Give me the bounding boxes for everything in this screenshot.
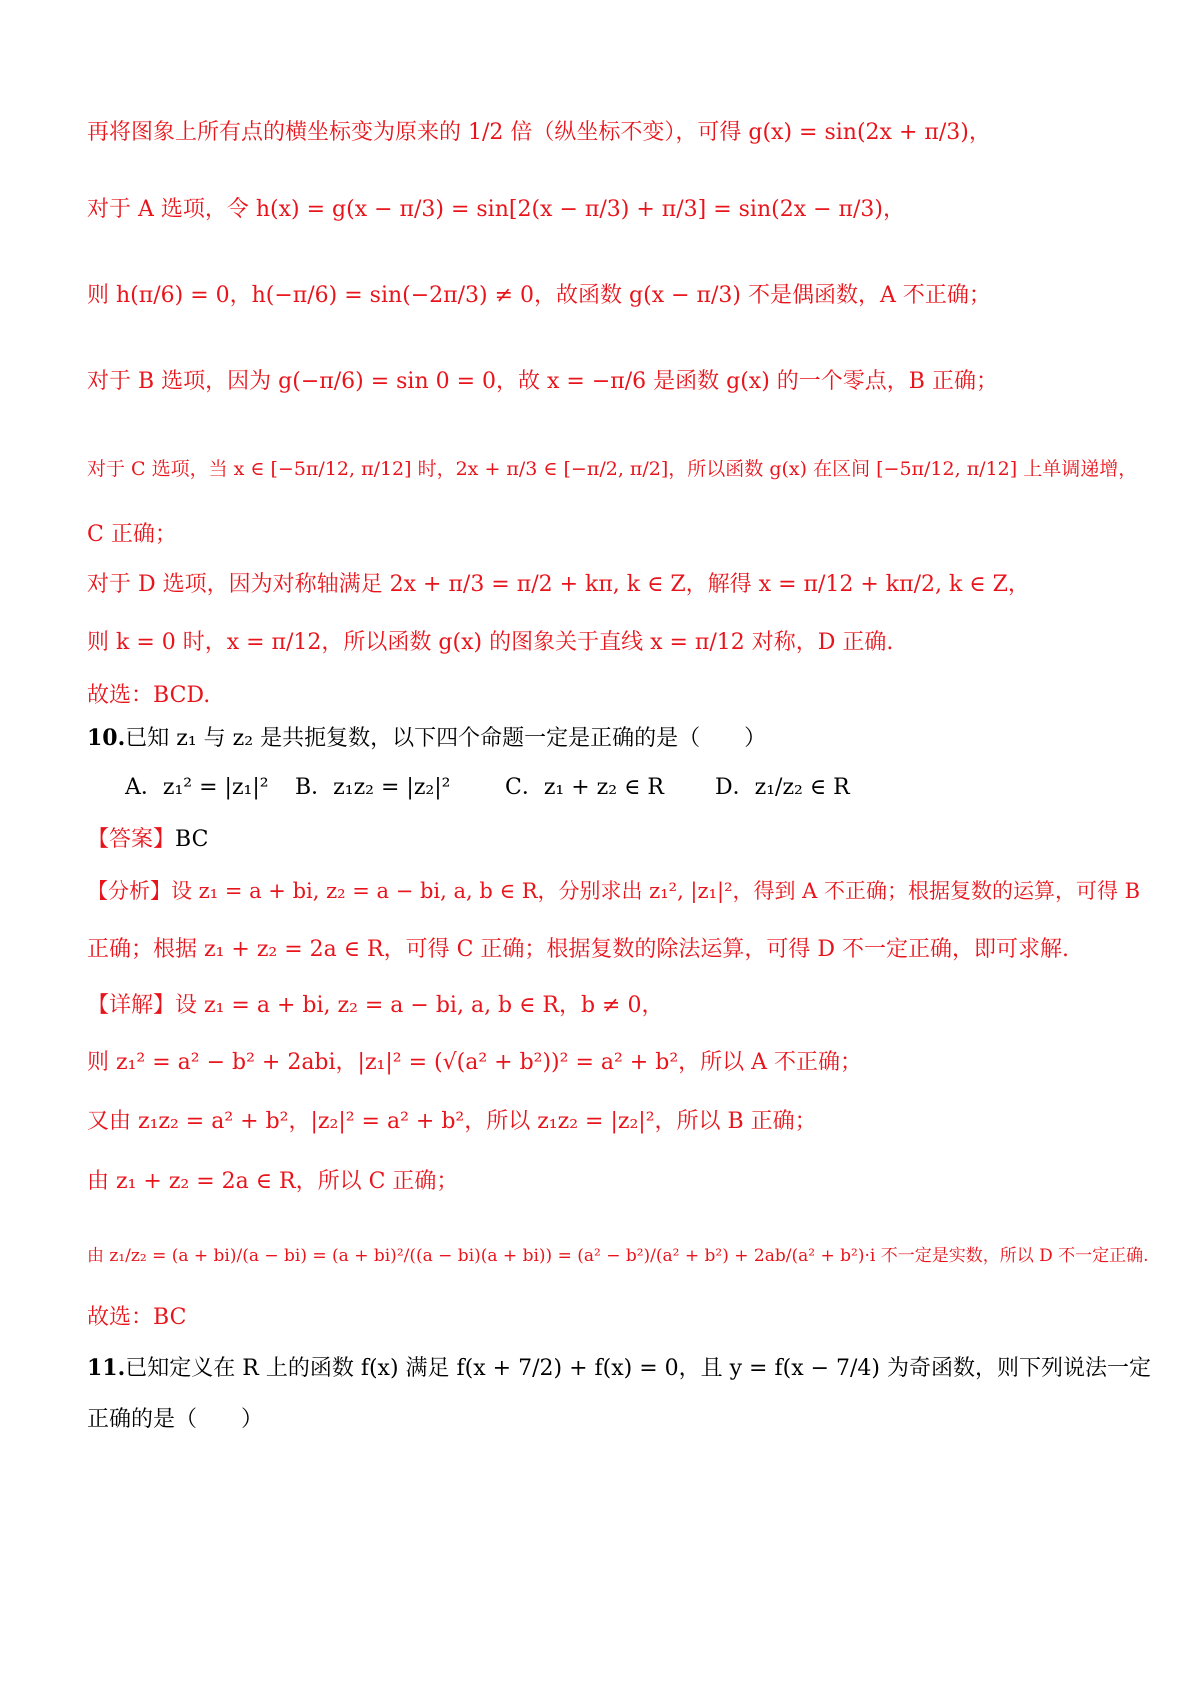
question-stem-text: 已知 z₁ 与 z₂ 是共扼复数，以下四个命题一定是正确的是（ ） [125,726,767,751]
option-c: C．z₁ + z₂ ∈ R [505,775,664,800]
answer-value: BC [175,827,209,852]
analysis-line [87,876,1140,906]
text-line: 则 k = 0 时，x = π/12，所以函数 g(x) 的图象关于直线 x = π/12 对称，D 正确. [87,630,894,655]
text-line: 故选：BCD. [87,683,211,708]
text-line: C 正确； [87,522,177,547]
analysis-text: 设 z₁ = a + bi, z₂ = a − bi, a, b ∈ R，分别求出 z₁², |z₁|²，得到 A 不正确；根据复数的运算，可得 B [171,879,1141,903]
text-line: 对于 C 选项，当 x ∈ [−5π/12, π/12] 时，2x + π/3 ∈ [−π/2, π/2]，所以函数 g(x) 在区间 [−5π/12, π/12] 上单调递增， [87,458,1138,480]
option-d: D．z₁/z₂ ∈ R [715,775,850,800]
conclusion-line: 故选：BC [87,1305,187,1330]
detail-line: 由 z₁/z₂ = (a + bi)/(a − bi) = (a + bi)²/((a − bi)(a + bi)) = (a² − b²)/(a² + b²) + 2ab/(a² + b²)·i 不一定是实数，所以 D 不一定正确. [87,1246,1149,1266]
question-number: 10. [87,725,126,751]
option-a: A．z₁² = |z₁|² [125,775,269,800]
detail-line [87,991,663,1021]
detail-label: 【详解】 [87,993,176,1018]
question-stem-text: 已知定义在 R 上的函数 f(x) 满足 f(x + 7/2) + f(x) = 0，且 y = f(x − 7/4) 为奇函数，则下列说法一定 [125,1356,1152,1381]
detail-text: 设 z₁ = a + bi, z₂ = a − bi, a, b ∈ R，b ≠ 0， [175,993,664,1018]
detail-line: 由 z₁ + z₂ = 2a ∈ R，所以 C 正确； [87,1169,459,1194]
analysis-label: 【分析】 [87,879,171,903]
text-line: 对于 A 选项，令 h(x) = g(x − π/3) = sin[2(x − π/3) + π/3] = sin(2x − π/3)， [87,197,905,222]
text-line: 再将图象上所有点的横坐标变为原来的 1/2 倍（纵坐标不变），可得 g(x) = sin(2x + π/3)， [87,120,991,145]
answer-line [87,825,208,855]
text-line: 则 h(π/6) = 0，h(−π/6) = sin(−2π/3) ≠ 0，故函数 g(x − π/3) 不是偶函数，A 不正确； [87,283,991,308]
detail-line: 则 z₁² = a² − b² + 2abi，|z₁|² = (√(a² + b²))² = a² + b²，所以 A 不正确； [87,1050,863,1075]
option-b: B．z₁z₂ = |z₂|² [295,775,451,800]
question-stem-continued: 正确的是（ ） [87,1407,264,1432]
analysis-line: 正确；根据 z₁ + z₂ = 2a ∈ R，可得 C 正确；根据复数的除法运算，可得 D 不一定正确，即可求解. [87,937,1070,962]
text-line: 对于 D 选项，因为对称轴满足 2x + π/3 = π/2 + kπ, k ∈ Z，解得 x = π/12 + kπ/2, k ∈ Z， [87,572,1030,597]
answer-label: 【答案】 [87,827,176,852]
question-number: 11. [87,1355,126,1381]
detail-line: 又由 z₁z₂ = a² + b²，|z₂|² = a² + b²，所以 z₁z₂ = |z₂|²，所以 B 正确； [87,1109,817,1134]
text-line: 对于 B 选项，因为 g(−π/6) = sin 0 = 0，故 x = −π/6 是函数 g(x) 的一个零点，B 正确； [87,369,998,394]
question-stem [87,723,766,754]
question-stem [87,1353,1151,1384]
